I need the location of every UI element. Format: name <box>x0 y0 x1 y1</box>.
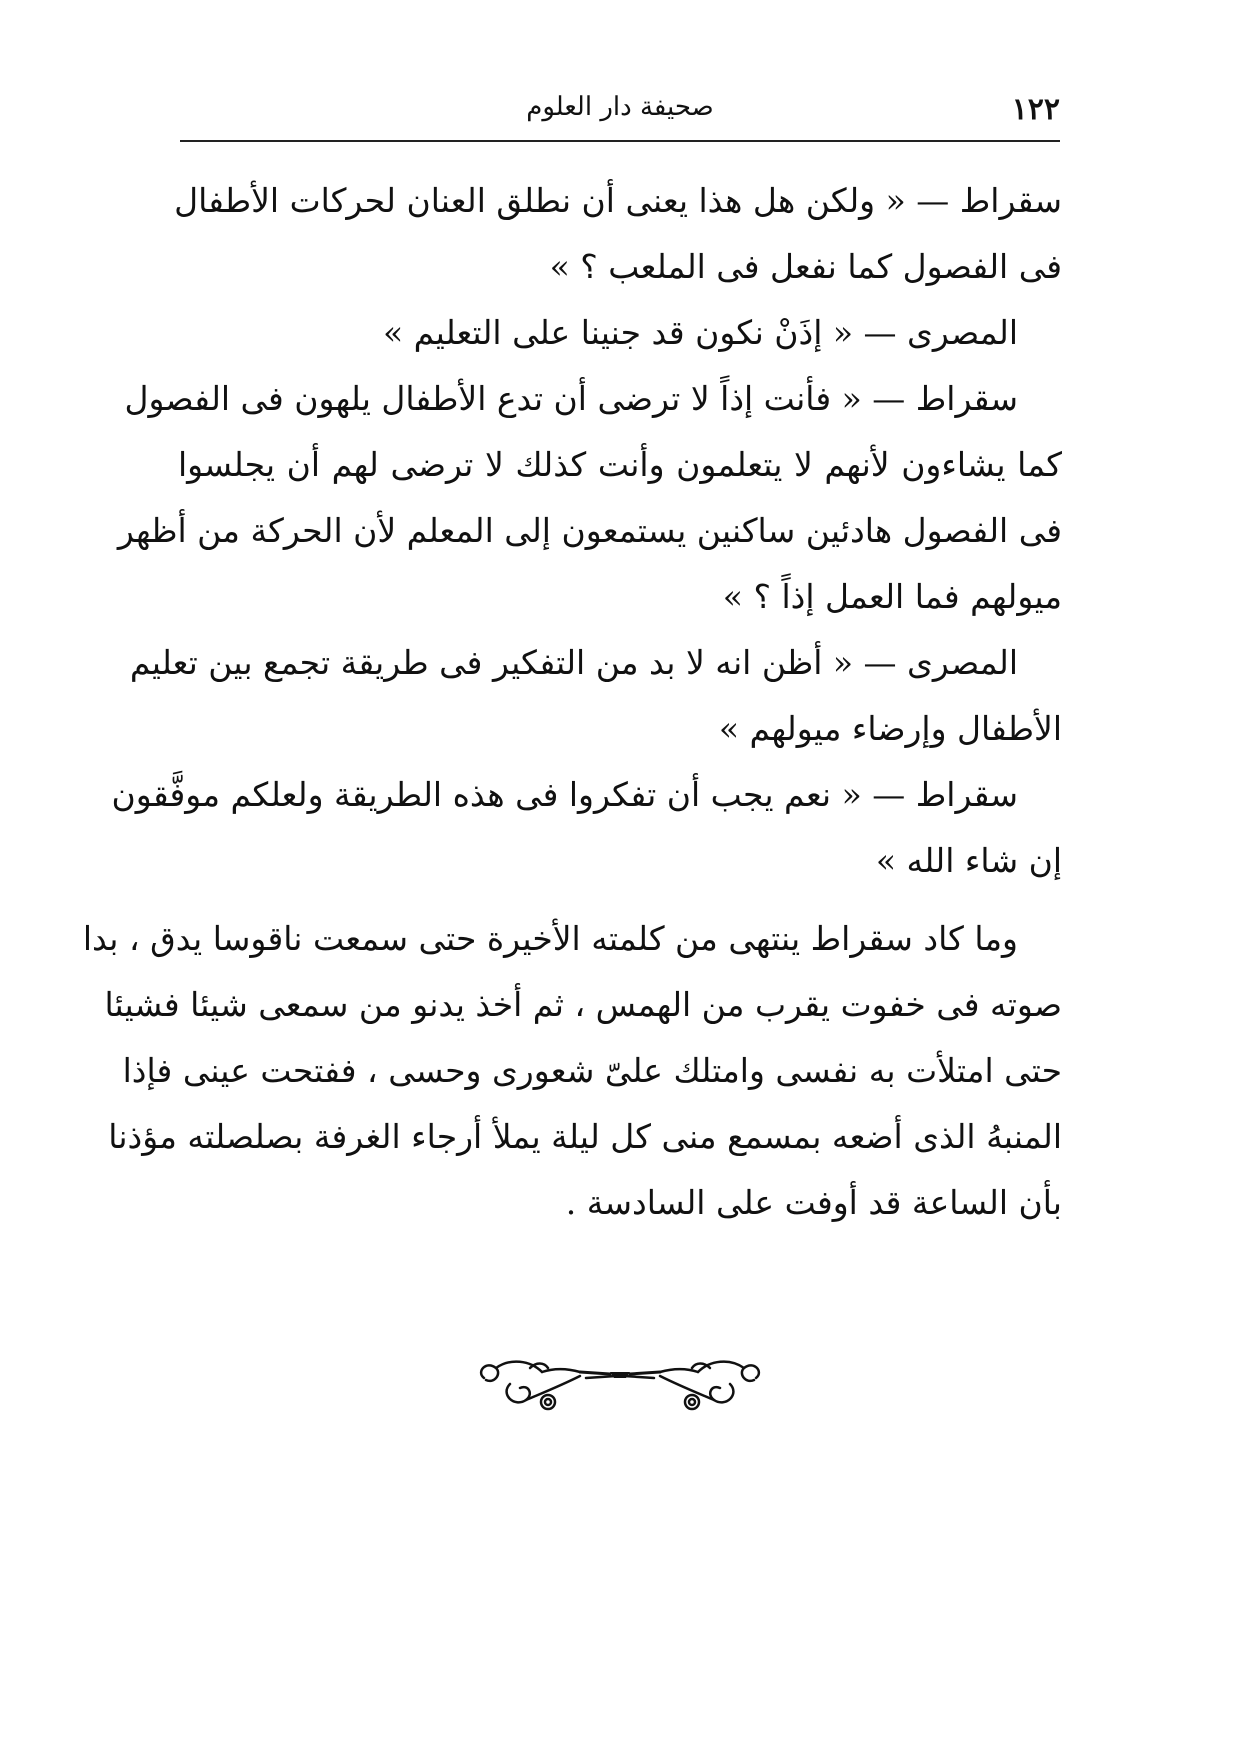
text-line: صوته فى خفوت يقرب من الهمس ، ثم أخذ يدنو من سمعى شيئا فشيئا <box>104 985 1062 1024</box>
text-line: كما يشاءون لأنهم لا يتعلمون وأنت كذلك لا ترضى لهم أن يجلسوا <box>178 445 1062 484</box>
text-line: سقراط — « فأنت إذاً لا ترضى أن تدع الأطفال يلهون فى الفصول <box>124 379 1018 418</box>
text-line: المصرى — « إذَنْ نكون قد جنينا على التعليم » <box>382 313 1018 352</box>
running-title: صحيفة دار العلوم <box>526 92 714 122</box>
text-line: بأن الساعة قد أوفت على السادسة . <box>565 1183 1062 1222</box>
text-line: ميولهم فما العمل إذاً ؟ » <box>722 577 1062 616</box>
page-header <box>180 92 1060 136</box>
header-rule <box>180 140 1060 142</box>
text-line: سقراط — « ولكن هل هذا يعنى أن نطلق العنان لحركات الأطفال <box>174 181 1062 220</box>
text-line: وما كاد سقراط ينتهى من كلمته الأخيرة حتى سمعت ناقوسا يدق ، بدا <box>82 919 1018 958</box>
text-line: فى الفصول كما نفعل فى الملعب ؟ » <box>549 247 1062 286</box>
body-text <box>82 168 1062 1236</box>
text-line: إن شاء الله » <box>875 841 1062 880</box>
page-number: ١٢٢ <box>1011 92 1060 127</box>
text-line: سقراط — « نعم يجب أن تفكروا فى هذه الطريقة ولعلكم موفَّقون <box>111 775 1018 814</box>
text-line: فى الفصول هادئين ساكنين يستمعون إلى المعلم لأن الحركة من أظهر <box>117 511 1062 550</box>
text-line: الأطفال وإرضاء ميولهم » <box>718 709 1062 748</box>
text-line: حتى امتلأت به نفسى وامتلك علىّ شعورى وحسى ، ففتحت عينى فإذا <box>122 1051 1062 1090</box>
paragraph-gap <box>178 894 1062 906</box>
text-line: المصرى — « أظن انه لا بد من التفكير فى طريقة تجمع بين تعليم <box>129 643 1018 682</box>
text-line: المنبهُ الذى أضعه بمسمع منى كل ليلة يملأ أرجاء الغرفة بصلصلته مؤذنا <box>108 1117 1062 1156</box>
floral-scroll-ornament-icon <box>470 1350 770 1430</box>
